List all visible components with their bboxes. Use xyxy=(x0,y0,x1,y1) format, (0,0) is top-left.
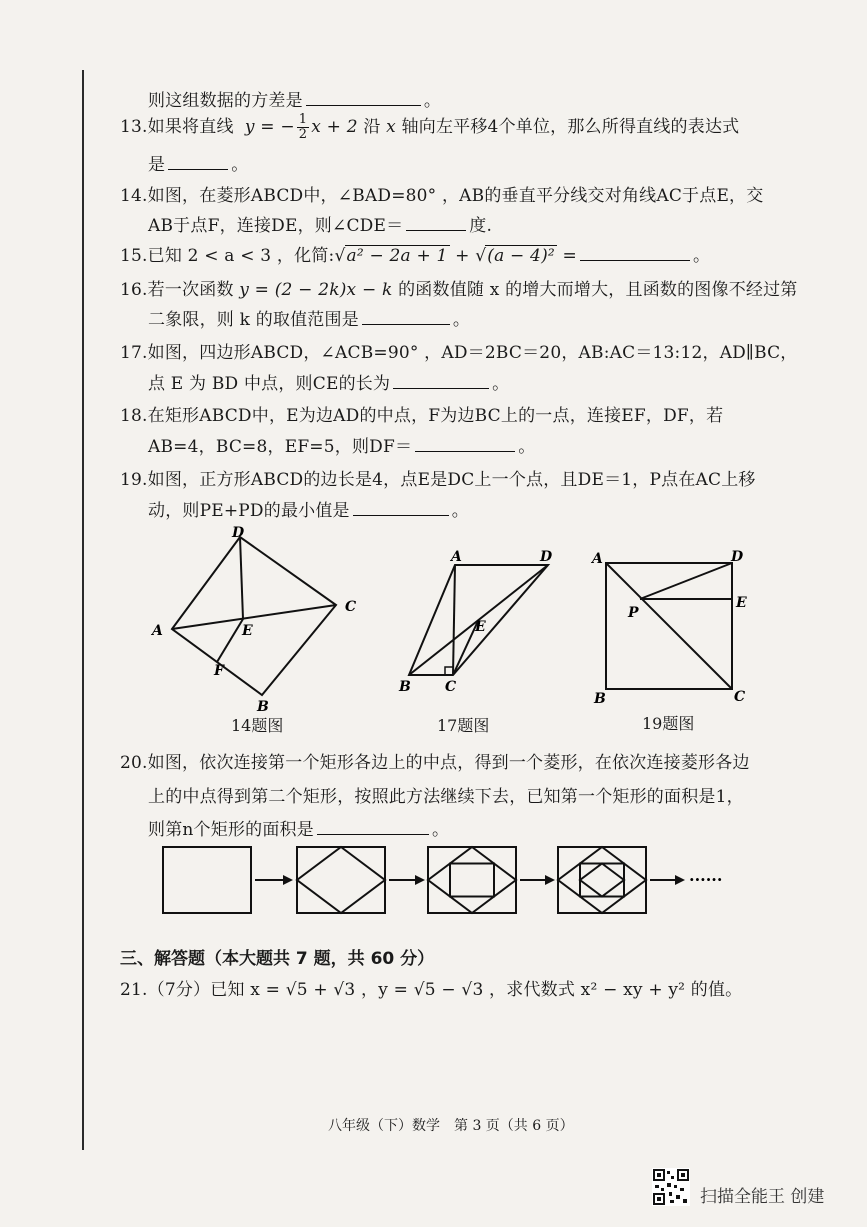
answer-blank xyxy=(168,168,228,170)
label-a: A xyxy=(152,623,163,639)
label-c: C xyxy=(345,599,357,615)
page-footer: 八年级（下）数学 第 3 页（共 6 页） xyxy=(328,1118,574,1134)
label-e: E xyxy=(475,619,486,635)
q19-line1: 19.如图，正方形ABCD的边长是4，点E是DC上一个点，且DE＝1，P点在AC上移 xyxy=(120,470,756,490)
caption-17: 17题图 xyxy=(437,716,490,735)
figure-19 xyxy=(588,545,758,705)
q14-line2: AB于点F，连接DE，则∠CDE＝ 度. xyxy=(148,216,493,236)
ellipsis: ······ xyxy=(689,870,723,889)
arrow-3-head xyxy=(545,875,555,885)
answer-blank xyxy=(415,450,515,452)
q18-line2: AB=4，BC=8，EF=5，则DF＝ 。 xyxy=(148,437,536,457)
rhombus-2 xyxy=(297,847,385,913)
q19-line2: 动，则PE+PD的最小值是 。 xyxy=(148,501,469,521)
q17-line1: 17.如图，四边形ABCD，∠ACB=90° ，AD＝2BC＝20，AB:AC＝13:12，AD∥BC， xyxy=(120,343,798,363)
q12-tail: 则这组数据的方差是 。 xyxy=(148,91,442,111)
label-c: C xyxy=(445,679,457,695)
answer-blank xyxy=(393,387,489,389)
diagonal-ac xyxy=(172,605,336,629)
q21-line: 21.（7分）已知 x = √5 + √3 ，y = √5 − √3 ，求代数式 x² − xy + y² 的值。 xyxy=(120,980,743,1000)
inner-rect-3 xyxy=(450,864,494,897)
label-b: B xyxy=(594,691,606,705)
q15-line: 15.已知 2 < a < 3 ，化简:√a² − 2a + 1 + √(a − 4)² = 。 xyxy=(120,246,711,266)
segment-ac xyxy=(453,565,455,675)
label-p: P xyxy=(628,605,639,621)
label-d: D xyxy=(731,549,744,565)
rect-4 xyxy=(558,847,646,913)
q17-line2: 点 E 为 BD 中点，则CE的长为 。 xyxy=(148,374,510,394)
label-d: D xyxy=(232,525,245,541)
q20-line3: 则第n个矩形的面积是 。 xyxy=(148,820,450,840)
label-a: A xyxy=(451,549,462,565)
label-b: B xyxy=(399,679,411,695)
figure-17 xyxy=(395,545,565,695)
rhombus-3 xyxy=(428,847,516,913)
label-c: C xyxy=(734,689,746,705)
answer-blank xyxy=(306,104,421,106)
figure-14 xyxy=(140,525,380,715)
answer-blank xyxy=(353,514,449,516)
arrow-1-head xyxy=(283,875,293,885)
q18-line1: 18.在矩形ABCD中，E为边AD的中点，F为边BC上的一点，连接EF，DF，若 xyxy=(120,406,724,426)
q14-line1: 14.如图，在菱形ABCD中，∠BAD=80° ，AB的垂直平分线交对角线AC于点E，交 xyxy=(120,186,764,206)
q16-line2: 二象限，则 k 的取值范围是 。 xyxy=(148,310,471,330)
caption-14: 14题图 xyxy=(231,716,284,735)
diagonal-ac xyxy=(606,563,732,689)
answer-blank xyxy=(406,229,466,231)
q20-line1: 20.如图，依次连接第一个矩形各边上的中点，得到一个菱形，在依次连接菱形各边 xyxy=(120,753,750,773)
q16-line1: 16.若一次函数 y = (2 − 2k)x − k 的函数值随 x 的增大而增大，且函数的图像不经过第 xyxy=(120,280,798,300)
label-e: E xyxy=(242,623,253,639)
label-d: D xyxy=(540,549,553,565)
label-e: E xyxy=(736,595,747,611)
section-title: 三、解答题（本大题共 7 题，共 60 分） xyxy=(120,949,435,969)
right-angle-mark xyxy=(445,667,453,675)
segment-pd xyxy=(640,563,732,599)
arrow-4-head xyxy=(675,875,685,885)
inner-rect-4 xyxy=(580,864,624,897)
q20-line2: 上的中点得到第二个矩形，按照此方法继续下去，已知第一个矩形的面积是1， xyxy=(148,787,744,807)
arrow-2-head xyxy=(415,875,425,885)
rect-3 xyxy=(428,847,516,913)
label-b: B xyxy=(257,699,269,715)
caption-19: 19题图 xyxy=(642,714,695,733)
perpendicular-bisector xyxy=(217,619,243,662)
label-a: A xyxy=(592,551,603,567)
q13-line1: 13.如果将直线 y = − $\frac{1}{2}$ x + 2 沿 x 轴向左平移4个单位，那么所得直线的表达式 xyxy=(120,112,740,142)
figure-20 xyxy=(155,840,755,920)
margin-line xyxy=(82,70,84,1150)
qr-code-icon xyxy=(652,1168,690,1206)
rect-1 xyxy=(163,847,251,913)
fraction: $\frac{1}{2}$ xyxy=(298,112,308,142)
answer-blank xyxy=(580,259,690,261)
label-f: F xyxy=(214,663,224,679)
answer-blank xyxy=(317,833,429,835)
segment-de xyxy=(240,537,243,619)
rect-2 xyxy=(297,847,385,913)
rhombus-4 xyxy=(558,847,646,913)
answer-blank xyxy=(362,323,450,325)
inner-rhombus-4 xyxy=(580,864,624,897)
watermark-text: 扫描全能王 创建 xyxy=(700,1187,825,1207)
q13-line2: 是 。 xyxy=(148,155,249,175)
